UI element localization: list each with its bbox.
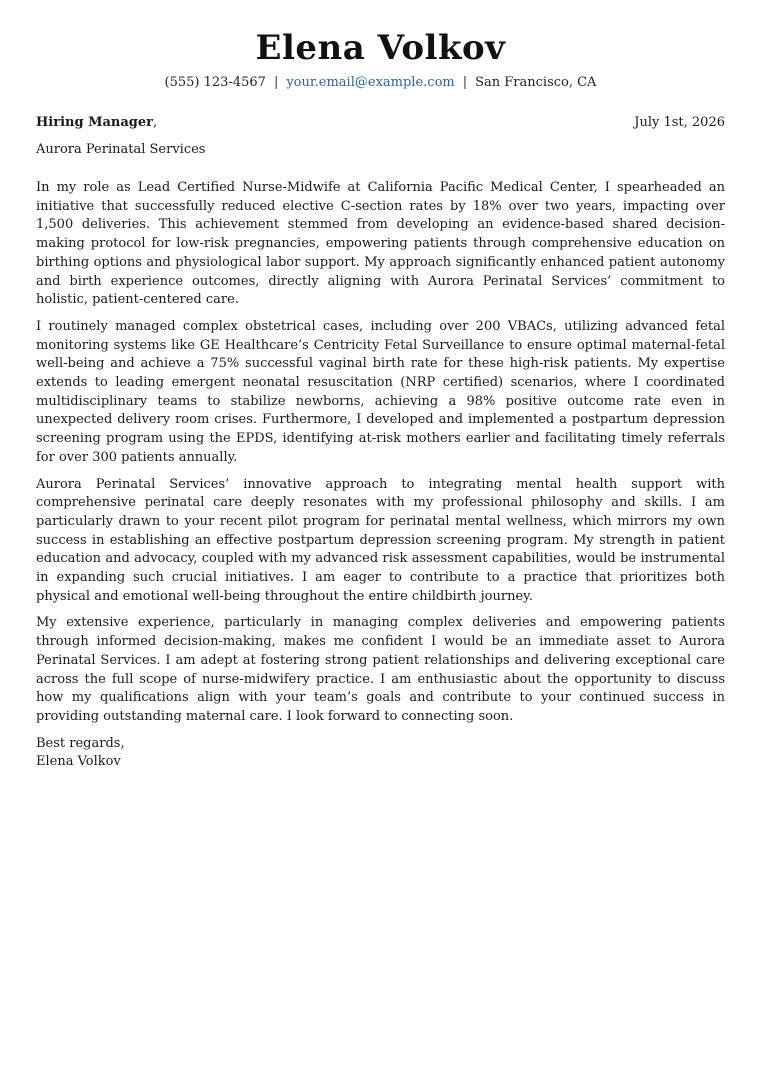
salutation-row [36, 114, 725, 132]
email-link[interactable]: your.email@example.com [286, 75, 455, 90]
recipient-name: Hiring Manager [36, 115, 153, 130]
closing-block [36, 735, 725, 772]
contact-separator: | [273, 75, 279, 90]
salutation [36, 114, 157, 132]
recipient-punctuation: , [152, 115, 158, 130]
body-paragraph: I routinely managed complex obstetrical cases, including over 200 VBACs, utilizing advanced fetal monitoring systems like GE Healthcare’s Centricity Fetal Surveillance to ensure optimal maternal-fetal well-being and achieve a 75% successful vaginal birth rate for these high-risk patients. My expertise extends to leading emergent neonatal resuscitation (NRP certified) scenarios, where I coordinated multidisciplinary teams to stabilize newborns, achieving a 98% positive outcome rate even in unexpected delivery room crises. Furthermore, I developed and implemented a postpartum depression screening program using the EPDS, identifying at-risk mothers earlier and facilitating timely referrals for over 300 patients annually. [36, 318, 725, 465]
contact-line [36, 74, 725, 92]
contact-separator: | [462, 75, 468, 90]
phone-number: (555) 123-4567 [164, 75, 266, 90]
closing-phrase: Best regards, [36, 735, 125, 751]
body-paragraph: Aurora Perinatal Services’ innovative approach to integrating mental health support with comprehensive perinatal care deeply resonates with my professional philosophy and skills. I am particularly drawn to your recent pilot program for perinatal mental wellness, which mirrors my own success in establishing an effective postpartum depression screening program. My strength in patient education and advocacy, coupled with my advanced risk assessment capabilities, would be instrumental in expanding such crucial initiatives. I am eager to contribute to a practice that prioritizes both physical and emotional well-being throughout the entire childbirth journey. [36, 476, 725, 604]
letter-date: July 1st, 2026 [634, 115, 725, 130]
body-paragraph: My extensive experience, particularly in managing complex deliveries and empowering patients through informed decision-making, makes me confident I would be an immediate asset to Aurora Perinatal Services. I am adept at fostering strong patient relationships and delivering exceptional care across the full scope of nurse-midwifery practice. I am enthusiastic about the opportunity to discuss how my qualifications align with your team’s goals and contribute to your continued success in providing outstanding maternal care. I look forward to connecting soon. [36, 615, 725, 724]
letter-body [36, 179, 725, 727]
signature-name: Elena Volkov [36, 754, 121, 770]
location: San Francisco, CA [475, 75, 597, 90]
applicant-name: Elena Volkov [255, 28, 506, 68]
body-paragraph: In my role as Lead Certified Nurse-Midwife at California Pacific Medical Center, I spearheaded an initiative that successfully reduced elective C-section rates by 18% over two years, impacting over 1,500 deliveries. This achievement stemmed from developing an evidence-based shared decision-making protocol for low-risk pregnancies, empowering patients through comprehensive education on birthing options and physiological labor support. My approach significantly enhanced patient autonomy and birth experience outcomes, directly aligning with Aurora Perinatal Services’ commitment to holistic, patient-centered care. [36, 180, 725, 308]
company-name: Aurora Perinatal Services [36, 142, 206, 157]
